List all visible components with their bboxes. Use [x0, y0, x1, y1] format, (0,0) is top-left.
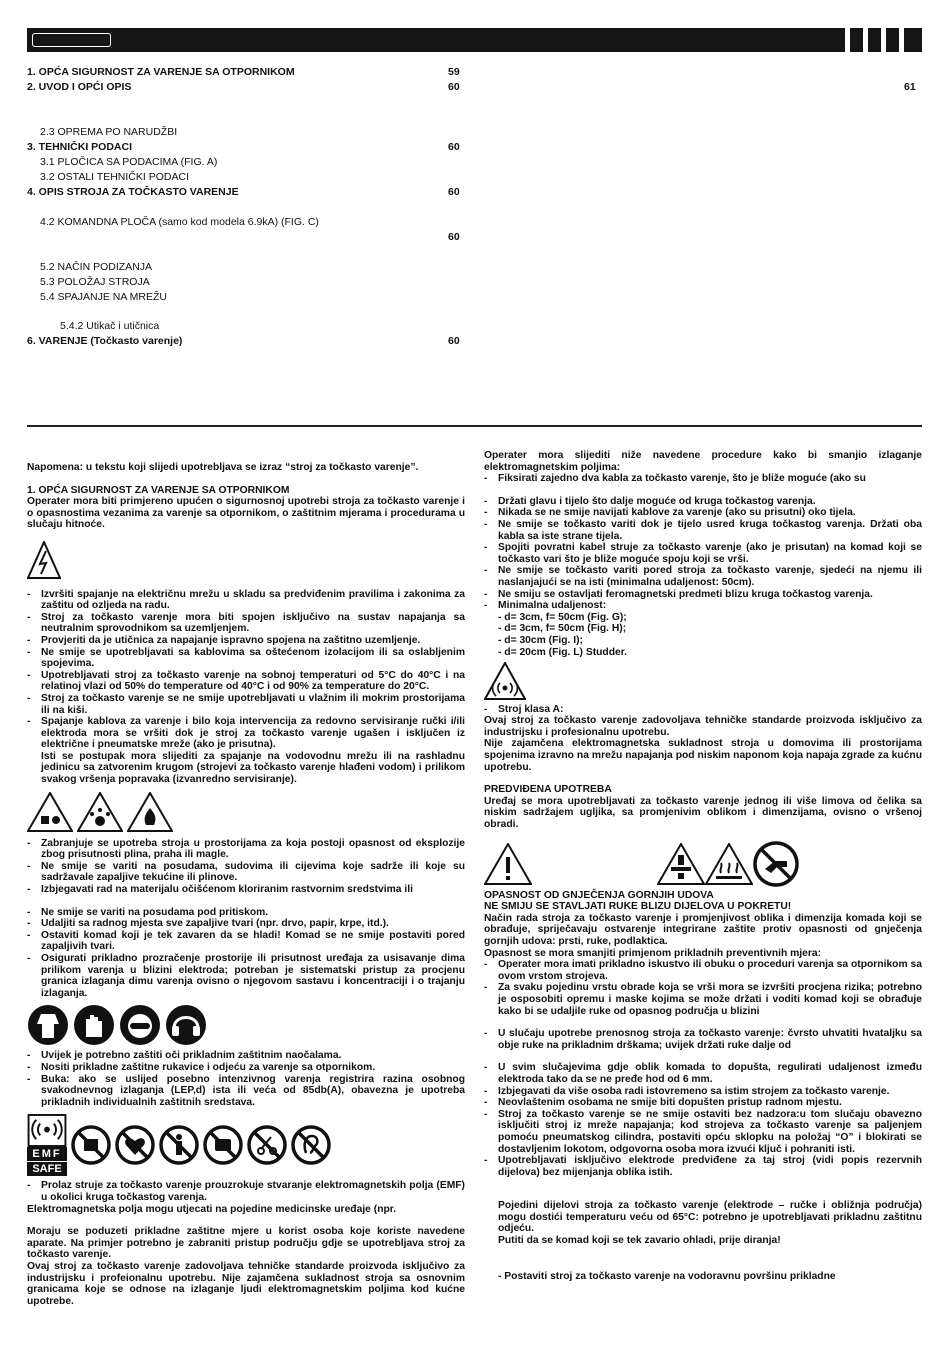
- list-item: - Uvijek je potrebno zaštiti oči prikladnim zaštitnim naočalama.: [27, 1050, 342, 1062]
- toc-page: 60: [448, 335, 460, 347]
- list-item: - Udaljiti sa radnog mjesta sve zapaljive tvari (npr. drvo, papir, krpe, itd.).: [27, 918, 389, 930]
- toc-entry[interactable]: 6. VARENJE (Točkasto varenje): [27, 335, 183, 347]
- toc-entry[interactable]: 3.1 PLOČICA SA PODACIMA (FIG. A): [40, 156, 218, 168]
- list-item: - d= 20cm (Fig. L) Studder.: [498, 646, 628, 658]
- paragraph: Operater mora biti primjereno upućen o sigurnosnoj upotrebi stroja za točkasto varenje i o opasnostima vezanima za varenje sa otpornikom, o zaštitnim mjerama i procedurama u slučaju hitnoće.: [27, 496, 465, 531]
- list-item: - Minimalna udaljenost:: [484, 600, 607, 612]
- list-item: - d= 30cm (Fig. I);: [498, 634, 583, 646]
- list-item: - Stroj za točkasto varenje se ne smije upotrebljavati u vlažnim ili mokrim prostorijama ili na kiši.: [27, 692, 465, 716]
- toc-entry[interactable]: 3. TEHNIČKI PODACI: [27, 141, 133, 153]
- toc-entry[interactable]: 3.2 OSTALI TEHNIČKI PODACI: [40, 171, 189, 183]
- toc-page: 60: [448, 186, 460, 198]
- list-item: - Ne smije se variti na posudama pod pritiskom.: [27, 906, 269, 918]
- distance-list: [484, 612, 922, 658]
- paragraph: Način rada stroja za točkasto varenje i promjenjivost oblika i dimenzija komada koji se obrađuje, spriječavaju ostvarenje integrirane zaštite protiv opasnosti od gnječenja gornjih udova: prsti, ruke, podlaktica.: [484, 912, 922, 947]
- fire-list: [27, 838, 465, 1000]
- list-item: - Spajanje kablova za varenje i bilo koja intervencija za redovno servisiranje ručki i/ili elektroda mora se vršiti dok je stroj za točkasto varenje ugašen i isključen iz električne i pneumatske mreže (ako je prisutna).: [27, 716, 465, 751]
- explosion-hazard-icon: [77, 792, 123, 832]
- header-stripe: [845, 28, 850, 52]
- paragraph: Uređaj se mora upotrebljavati za točkasto varenje jednog ili više limova od čelika sa niskim sadržajem ugljika, sa promjenivim oblikom i dimenzijama, ovisno o vršenoj obradi.: [484, 795, 922, 831]
- list-item: - Ne smiju se ostavljati feromagnetski predmeti blizu kruga točkastog varenja.: [484, 588, 873, 600]
- toc-entry[interactable]: 4. OPIS STROJA ZA TOČKASTO VARENJE: [27, 186, 239, 198]
- crush-list: [484, 959, 922, 1178]
- left-column: [27, 462, 465, 1307]
- gloves-icon: [73, 1004, 115, 1046]
- procedure-list: [484, 473, 922, 658]
- no-metal-implants-icon: [71, 1125, 111, 1165]
- electric-hazard-icon: [27, 541, 61, 579]
- safe-label: SAFE: [27, 1161, 67, 1176]
- list-item: - Buka: ako se uslijed posebno intenzivnog varenja registrira razina osobnog svakodnevnog izlaganja (LEP,d) ista ili veća od 85db(A), obavezna je upotreba prikladnih individualnih zaštitnih sredstava.: [27, 1073, 465, 1108]
- section-title: PREDVIĐENA UPOTREBA: [484, 784, 612, 796]
- header-stripe: [899, 28, 904, 52]
- emf-waves-icon: [27, 1114, 67, 1147]
- list-item: - Izbjegavati rad na materijalu očišćenom kloriranim rastvornim sredstvima ili: [27, 884, 413, 896]
- list-item: - Ne smije se točkasto variti dok je tijelo usred kruga točkastog varenja. Držati oba kabla sa iste strane tijela.: [484, 518, 922, 542]
- list-item: - Ne smije se točkasto variti pored stroja za točkasto varenje, sjedeći na njemu ili naslanjajući se na isti (minimalna udaljenost: 50cm).: [484, 565, 922, 588]
- fire-hazard-icons: [27, 792, 465, 832]
- note: Napomena: u tekstu koji slijedi upotrebljava se izraz “stroj za točkasto varenje”.: [27, 462, 419, 473]
- list-item: - Ostaviti komad koji je tek zavaren da se hladi! Komad se ne smije postaviti pored zapaljivih tvari.: [27, 929, 465, 953]
- toc-page: 60: [448, 81, 460, 93]
- ppe-list: [27, 1050, 465, 1108]
- non-ionizing-radiation-icon: [484, 662, 526, 700]
- paragraph: Pojedini dijelovi stroja za točkasto varenje (elektrode – ručke i obližnja područja) mogu dostići temperaturu veću od 65°C: potrebno je upotrebljavati prikladnu zaštitnu odjeću.: [498, 1200, 922, 1235]
- corrosive-hazard-icon: [27, 792, 73, 832]
- no-hands-icon: [753, 841, 799, 887]
- toc-page: 60: [448, 231, 460, 243]
- header-tab-outline: [32, 33, 111, 47]
- toc-entry[interactable]: 2. UVOD I OPĆI OPIS: [27, 81, 132, 93]
- toc-entry[interactable]: 1. OPĆA SIGURNOST ZA VARENJE SA OTPORNIKOM: [27, 66, 295, 78]
- emf-label: EMF: [27, 1147, 67, 1161]
- ear-protection-icon: [165, 1004, 207, 1046]
- crush-hazard-icons: [484, 841, 922, 887]
- toc-entry[interactable]: 5.2 NAČIN PODIZANJA: [40, 261, 153, 273]
- list-item: - Upotrebljavati isključivo elektrode predviđene za taj stroj (vidi popis rezervnih dijelova) bez mijenjanja oblika istih.: [484, 1155, 922, 1178]
- safety-glasses-icon: [119, 1004, 161, 1046]
- list-item: - Stroj klasa A:: [484, 703, 564, 715]
- list-item: - Izbjegavati da više osoba radi istovremeno sa istim strojem za točkasto varenje.: [484, 1085, 890, 1097]
- list-item: - Osigurati prikladno prozračenje prostorije ili prisutnost uređaja za usisavanje dima prilikom varenja u blizini elektroda; potreban je sistematski pristup za procjenu granica izlaganja dimu varenja ovisno o njegovom sastavu i koncentraciji i o trajanju izlaganja.: [27, 953, 465, 999]
- no-metal-tools-icon: [247, 1125, 287, 1165]
- toc-page: 59: [448, 66, 460, 78]
- header-bar: [27, 28, 922, 52]
- hot-surface-icon: [705, 843, 753, 885]
- toc-entry[interactable]: 2.3 OPREMA PO NARUDŽBI: [40, 126, 178, 138]
- header-stripe: [863, 28, 868, 52]
- toc-entry[interactable]: 5.4.2 Utikač i utičnica: [60, 320, 160, 332]
- list-item: - U svim slučajevima gdje oblik komada to dopušta, regulirati udaljenost između elektroda tako da se ne pređe hod od 6 mm.: [484, 1062, 922, 1085]
- paragraph: Putiti da se komad koji se tek zavario ohladi, prije diranja!: [498, 1235, 781, 1247]
- list-item: - Stroj za točkasto varenje mora biti spojen isključivo na sustav napajanja sa neutralnim sprovodnikom sa uzemljenjem.: [27, 611, 465, 635]
- paragraph: Moraju se poduzeti prikladne zaštitne mjere u korist osoba koje koriste navedene aparate. Na primjer potrebno je zabraniti pristup području gdje se upotrebljava stroj za točkasto varenje.: [27, 1226, 465, 1261]
- flammable-hazard-icon: [127, 792, 173, 832]
- no-hearing-aid-icon: [291, 1125, 331, 1165]
- list-item: - Nositi prikladne zaštitne rukavice i odjeću za varenje sa otpornikom.: [27, 1061, 376, 1073]
- list-item: - Ne smije se variti na posudama, sudovima ili cijevima koje sadrže ili koje su sadržavale zapaljive tekućine ili plinove.: [27, 860, 465, 884]
- list-item: - Spojiti povratni kabel struje za točkasto varenje (ako je prisutan) na komad koji se točkasto vari što je bliže moguće spoju koji se vrši.: [484, 542, 922, 565]
- toc-entry[interactable]: 5.4 SPAJANJE NA MREŽU: [40, 291, 168, 303]
- list-item: - d= 3cm, f= 50cm (Fig. G);: [498, 611, 627, 623]
- list-item: - Upotrebljavati stroj za točkasto varenje na sobnoj temperaturi od 5°C do 40°C i na relatinoj vlazi od 50% do temperature od 40°C i od 90% za temperature do 20°C.: [27, 669, 465, 693]
- crushing-hazard-icon: [657, 843, 705, 885]
- paragraph: Nije zajamčena elektromagnetska sukladnost stroja u domovima ili prostorijama spojenima izravno na mrežu napajanja pod niskim naponom koja napaja zgrade za kućnu upotrebu.: [484, 738, 922, 773]
- list-item: - Neovlaštenim osobama ne smije biti dopušten pristup radnom mjestu.: [484, 1097, 842, 1109]
- list-item: - Stroj za točkasto varenje se ne smije ostaviti bez nadzora:u tom slučaju obavezno isključiti stroj iz mreže napajanja; kod strojeva za točkasto varenje sa paljenjem pomoću pneumatskog cilindra, postaviti opću sklopku na položaj “O” i blokirati se dostavljenim lokotom, odgovorna osoba mora izvući ključ i pohraniti isti.: [484, 1108, 922, 1155]
- paragraph: - Postaviti stroj za točkasto varenje na vodoravnu površinu prikladne: [498, 1270, 836, 1282]
- right-column: [484, 450, 922, 1282]
- paragraph: Opasnost se mora smanjiti primjenom prikladnih preventivnih mjera:: [484, 947, 822, 959]
- list-item: - Izvršiti spajanje na električnu mrežu u skladu sa predviđenim pravilima i zakonima za zaštitu od ozljeda na radu.: [27, 588, 465, 612]
- list-item: - Zabranjuje se upotreba stroja u prostorijama za koja postoji opasnost od eksplozije zbog prisutnosti plina, praha ili magle.: [27, 837, 465, 861]
- general-warning-icon: [484, 843, 532, 885]
- section-title: OPASNOST OD GNJEČENJA GORNJIH UDOVA: [484, 889, 714, 901]
- emf-icons: [27, 1114, 465, 1176]
- list-item: - U slučaju upotrebe prenosnog stroja za točkasto varenje: čvrsto uhvatiti hvataljku sa obje ruke na prikladnim drškama; uvijek držati ruke dalje od: [484, 1028, 922, 1051]
- toc-entry[interactable]: 4.2 KOMANDNA PLOČA (samo kod modela 6.9kA) (FIG. C): [40, 216, 319, 228]
- section-divider: [27, 425, 922, 427]
- section-title: 1. OPĆA SIGURNOST ZA VARENJE SA OTPORNIKOM: [27, 484, 290, 496]
- no-watches-icon: [203, 1125, 243, 1165]
- list-item: - Operater mora imati prikladno iskustvo ili obuku o proceduri varenja sa otpornikom sa ovom vrstom strojeva.: [484, 959, 922, 982]
- toc-page: 60: [448, 141, 460, 153]
- list-item: - Ne smije se upotrebljavati sa kablovima sa oštećenom izolacijom ili sa oslabljenim spojevima.: [27, 646, 465, 670]
- emf-list: [27, 1180, 465, 1203]
- list-item: - Držati glavu i tijelo što dalje moguće od kruga točkastog varenja.: [484, 495, 816, 507]
- list-item: - Za svaku pojedinu vrstu obrade koja se vrši mora se izvršiti procjena rizika; potrebno je osposobiti opremu i maske kojima se može držati i voditi komad koji se obrađuje kako bi se udaljile ruke od opasnog područja u blizini: [484, 982, 922, 1017]
- ppe-icons: [27, 1004, 465, 1046]
- list-item: - Nikada se ne smije navijati kablove za varenje (ako su prisutni) oko tijela.: [484, 507, 856, 519]
- page-number: 61: [904, 81, 916, 93]
- list-item: - Fiksirati zajedno dva kabla za točkasto varenje, što je bliže moguće (ako su: [484, 473, 866, 485]
- list-item: - Prolaz struje za točkasto varenje prouzrokuje stvaranje elektromagnetskih polja (EMF) u okolici kruga točkastog varenja.: [27, 1180, 465, 1203]
- emf-safe-icon: [27, 1114, 67, 1176]
- protective-clothing-icon: [27, 1004, 69, 1046]
- toc-entry[interactable]: 5.3 POLOŽAJ STROJA: [40, 276, 150, 288]
- list-item: - d= 3cm, f= 50cm (Fig. H);: [498, 623, 627, 635]
- header-stripe: [881, 28, 886, 52]
- paragraph: Ovaj stroj za točkasto varenje zadovoljava tehničke standarde proizvoda isključivo za industrijsku i profesionalnu upotrebu.: [484, 715, 922, 738]
- paragraph: Operater mora slijediti niže navedene procedure kako bi smanjio izlaganje elektromagnetskim poljima:: [484, 450, 922, 473]
- electric-list: [27, 589, 465, 786]
- paragraph: Isti se postupak mora slijediti za spajanje na vodovodnu mrežu ili na rashladnu jedinicu sa zatvorenim krugom (strojevi za točkasto varenje hlađeni vodom) i prilikom svakog vršenja popravaka (izvanredno servisiranje).: [41, 750, 465, 786]
- paragraph: Ovaj stroj za točkasto varenje zadovoljava tehničke standarde proizvoda isključivo za industrijsku i profeionalnu upotrebu. Nije zajamčena sukladnost stroja sa osnovnim granicama koje se odnose na izlaganje ljudi elektromagnetskim poljima kod kućne upotrebe.: [27, 1260, 465, 1307]
- section-title: NE SMIJU SE STAVLJATI RUKE BLIZU DIJELOVA U POKRETU!: [484, 901, 792, 913]
- list-item: - Provjeriti da je utičnica za napajanje ispravno spojena na zaštitno uzemljenje.: [27, 634, 421, 646]
- no-pacemaker-icon: [115, 1125, 155, 1165]
- no-implant-icon: [159, 1125, 199, 1165]
- paragraph: Elektromagnetska polja mogu utjecati na pojedine medicinske uređaje (npr.: [27, 1203, 397, 1215]
